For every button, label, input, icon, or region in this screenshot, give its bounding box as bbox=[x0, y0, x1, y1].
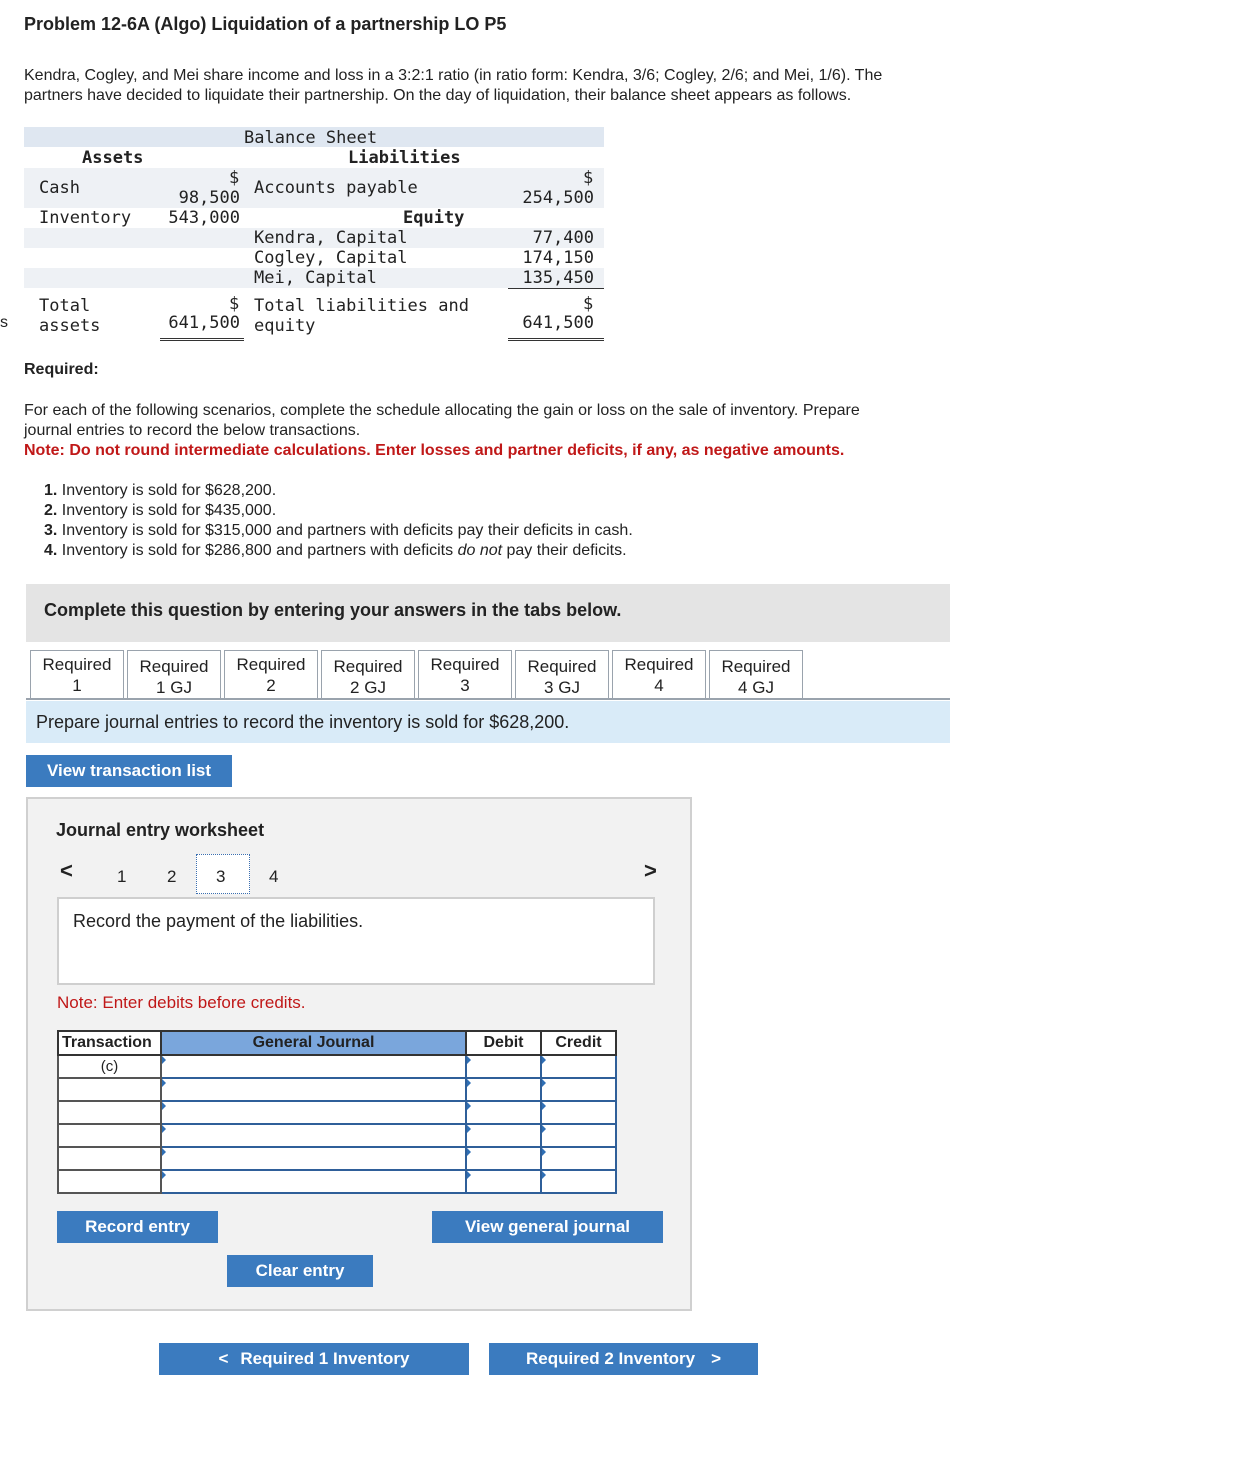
account-input[interactable] bbox=[161, 1078, 466, 1101]
worksheet-page-3-current[interactable]: 3 bbox=[196, 854, 250, 894]
table-row bbox=[58, 1147, 616, 1170]
scenario-list bbox=[44, 481, 844, 561]
debits-note: Note: Enter debits before credits. bbox=[57, 993, 306, 1012]
total-liabilities-equity-label-2: equity bbox=[254, 316, 316, 336]
cogley-capital-value: 174,150 bbox=[522, 248, 594, 268]
assets-header: Assets bbox=[82, 148, 144, 168]
instruction-bar: Prepare journal entries to record the inventory is sold for $628,200. bbox=[26, 701, 950, 743]
table-row bbox=[58, 1055, 616, 1078]
account-input[interactable] bbox=[161, 1147, 466, 1170]
worksheet-title: Journal entry worksheet bbox=[56, 820, 265, 840]
tab-divider bbox=[26, 698, 950, 700]
tab-required-1[interactable]: Required 1 bbox=[30, 650, 124, 700]
debit-input[interactable] bbox=[466, 1101, 541, 1124]
debit-input[interactable] bbox=[466, 1124, 541, 1147]
total-assets-dollar: $ bbox=[229, 294, 240, 314]
table-row bbox=[58, 1124, 616, 1147]
tab-required-2[interactable]: Required 2 bbox=[224, 650, 318, 700]
total-assets-value: 641,500 bbox=[168, 313, 240, 333]
transaction-cell bbox=[58, 1170, 161, 1193]
prev-page-icon[interactable]: < bbox=[60, 858, 73, 883]
view-transaction-list-button[interactable]: View transaction list bbox=[26, 755, 232, 787]
account-input[interactable] bbox=[161, 1055, 466, 1078]
required-tabs bbox=[30, 650, 806, 700]
tab-required-1-gj[interactable]: Required 1 GJ bbox=[127, 650, 221, 700]
total-le-dollar: $ bbox=[583, 294, 594, 314]
chevron-right-icon: > bbox=[711, 1349, 722, 1368]
prev-required-label: Required 1 Inventory bbox=[240, 1349, 410, 1368]
problem-title: Problem 12-6A (Algo) Liquidation of a partnership LO P5 bbox=[24, 14, 507, 34]
scenario-item: 4. Inventory is sold for $286,800 and partners with deficits do not pay their deficits. bbox=[44, 542, 627, 559]
credit-input[interactable] bbox=[541, 1124, 616, 1147]
required-text-1: For each of the following scenarios, complete the schedule allocating the gain or loss on the sale of inventory. Prepare bbox=[24, 402, 860, 419]
table-row bbox=[58, 1101, 616, 1124]
entry-description: Record the payment of the liabilities. bbox=[57, 897, 655, 985]
table-row bbox=[58, 1170, 616, 1193]
transaction-cell bbox=[58, 1101, 161, 1124]
debit-header: Debit bbox=[466, 1031, 541, 1055]
account-input[interactable] bbox=[161, 1101, 466, 1124]
inventory-label: Inventory bbox=[39, 208, 132, 228]
accounts-payable-value: 254,500 bbox=[522, 188, 594, 208]
kendra-capital-label: Kendra, Capital bbox=[254, 228, 408, 248]
clear-entry-button[interactable]: Clear entry bbox=[227, 1255, 373, 1287]
inventory-value: 543,000 bbox=[168, 208, 240, 228]
view-general-journal-button[interactable]: View general journal bbox=[432, 1211, 663, 1243]
transaction-header: Transaction bbox=[58, 1031, 161, 1055]
complete-question-banner: Complete this question by entering your answers in the tabs below. bbox=[26, 584, 950, 642]
tab-required-2-gj[interactable]: Required 2 GJ bbox=[321, 650, 415, 700]
journal-entry-worksheet bbox=[26, 797, 692, 1311]
table-row bbox=[58, 1078, 616, 1101]
ap-dollar: $ bbox=[583, 168, 594, 188]
worksheet-page-1[interactable]: 1 bbox=[117, 867, 127, 886]
worksheet-page-2[interactable]: 2 bbox=[167, 867, 177, 886]
liabilities-header: Liabilities bbox=[348, 148, 461, 168]
stray-character: s bbox=[0, 314, 8, 331]
equity-header: Equity bbox=[403, 208, 465, 228]
total-assets-label-1: Total bbox=[39, 296, 91, 316]
credit-input[interactable] bbox=[541, 1055, 616, 1078]
debit-input[interactable] bbox=[466, 1078, 541, 1101]
next-required-label: Required 2 Inventory bbox=[525, 1349, 696, 1368]
record-entry-button[interactable]: Record entry bbox=[57, 1211, 218, 1243]
scenario-item: 2. Inventory is sold for $435,000. bbox=[44, 502, 277, 519]
account-input[interactable] bbox=[161, 1170, 466, 1193]
credit-input[interactable] bbox=[541, 1101, 616, 1124]
cash-dollar: $ bbox=[229, 168, 240, 188]
next-required-button[interactable] bbox=[489, 1343, 758, 1375]
tab-required-3[interactable]: Required 3 bbox=[418, 650, 512, 700]
tab-required-4-gj[interactable]: Required 4 GJ bbox=[709, 650, 803, 700]
cash-label: Cash bbox=[39, 178, 80, 198]
credit-input[interactable] bbox=[541, 1147, 616, 1170]
total-assets-label-2: assets bbox=[39, 316, 101, 336]
transaction-cell: (c) bbox=[58, 1055, 161, 1078]
credit-header: Credit bbox=[541, 1031, 616, 1055]
tab-required-4[interactable]: Required 4 bbox=[612, 650, 706, 700]
required-heading: Required: bbox=[24, 361, 99, 378]
cogley-capital-label: Cogley, Capital bbox=[254, 248, 408, 268]
chevron-left-icon: < bbox=[218, 1349, 229, 1368]
credit-input[interactable] bbox=[541, 1078, 616, 1101]
tab-required-3-gj[interactable]: Required 3 GJ bbox=[515, 650, 609, 700]
cash-value: 98,500 bbox=[178, 188, 240, 208]
kendra-capital-value: 77,400 bbox=[532, 228, 594, 248]
worksheet-page-4[interactable]: 4 bbox=[269, 867, 279, 886]
general-journal-header: General Journal bbox=[161, 1031, 466, 1055]
scenario-item: 3. Inventory is sold for $315,000 and partners with deficits pay their deficits in cash. bbox=[44, 522, 633, 539]
account-input[interactable] bbox=[161, 1124, 466, 1147]
transaction-cell bbox=[58, 1124, 161, 1147]
credit-input[interactable] bbox=[541, 1170, 616, 1193]
debit-input[interactable] bbox=[466, 1170, 541, 1193]
journal-entry-table bbox=[57, 1030, 617, 1194]
balance-sheet-title: Balance Sheet bbox=[244, 128, 378, 148]
accounts-payable-label: Accounts payable bbox=[254, 178, 418, 198]
transaction-cell bbox=[58, 1078, 161, 1101]
intro-line-1: Kendra, Cogley, and Mei share income and loss in a 3:2:1 ratio (in ratio form: Kendra, 3/6; Cogley, 2/6; and Mei, 1/6). The bbox=[24, 67, 883, 84]
transaction-cell bbox=[58, 1147, 161, 1170]
mei-capital-value: 135,450 bbox=[522, 268, 594, 288]
prev-required-button[interactable] bbox=[159, 1343, 469, 1375]
required-note: Note: Do not round intermediate calculations. Enter losses and partner deficits, if any, as negative amounts. bbox=[24, 442, 845, 459]
total-liabilities-equity-label-1: Total liabilities and bbox=[254, 296, 469, 316]
total-liabilities-equity-value: 641,500 bbox=[522, 313, 594, 333]
debit-input[interactable] bbox=[466, 1147, 541, 1170]
required-text-2: journal entries to record the below transactions. bbox=[24, 422, 361, 439]
intro-line-2: partners have decided to liquidate their partnership. On the day of liquidation, their balance sheet appears as follows. bbox=[24, 87, 852, 104]
scenario-item: 1. Inventory is sold for $628,200. bbox=[44, 482, 277, 499]
mei-capital-label: Mei, Capital bbox=[254, 268, 377, 288]
debit-input[interactable] bbox=[466, 1055, 541, 1078]
next-page-icon[interactable]: > bbox=[644, 858, 657, 883]
